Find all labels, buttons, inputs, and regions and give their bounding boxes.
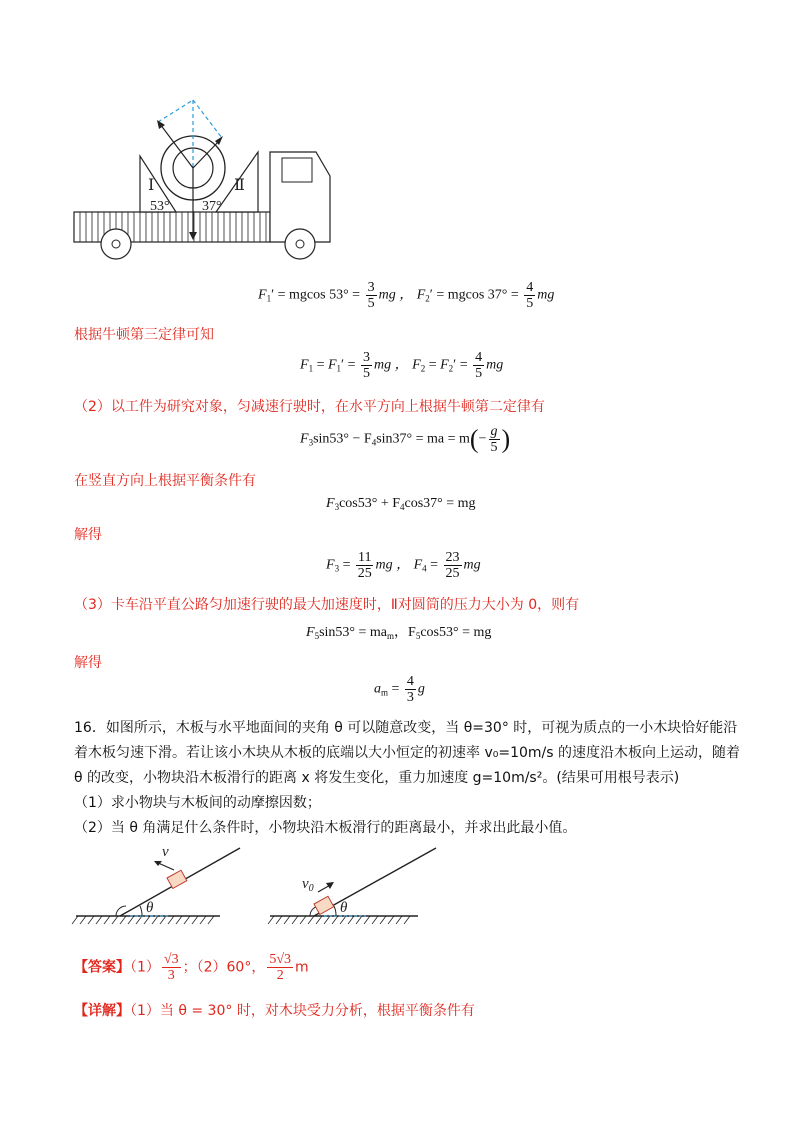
left-v: v — [162, 844, 169, 860]
label-I: Ⅰ — [148, 177, 155, 194]
q16-sub2: （2）当 θ 角满足什么条件时，小物块沿木板滑行的距离最小，并求出此最小值。 — [74, 820, 577, 836]
line-solve2: 解得 — [74, 655, 102, 671]
q16-line3: θ 的改变，小物块沿木板滑行的距离 x 将发生变化，重力加速度 g=10m/s²。(结果可用根号表示) — [74, 770, 680, 786]
cab-window — [282, 158, 312, 182]
line-part3: （3）卡车沿平直公路匀加速行驶的最大加速度时，Ⅱ对圆筒的压力大小为 0，则有 — [74, 597, 580, 613]
line-newton3: 根据牛顿第三定律可知 — [74, 327, 214, 343]
detail-line: 【详解】（1）当 θ = 30° 时，对木块受力分析，根据平衡条件有 — [74, 1003, 475, 1019]
incline-left — [72, 844, 240, 924]
line-solve1: 解得 — [74, 527, 102, 543]
angle-53: 53° — [150, 199, 170, 214]
block-right — [314, 896, 334, 914]
left-theta: θ — [146, 900, 154, 916]
answer-tag: 【答案】 — [74, 959, 130, 976]
angle-37: 37° — [202, 199, 222, 214]
equation-am: $a_m$ = $\frac{4}{3}$ g — [374, 674, 425, 705]
q16-line1: 16．如图所示，木板与水平地面间的夹角 θ 可以随意改变，当 θ=30° 时，可视为质点的一小木块恰好能沿 — [74, 720, 738, 736]
q16-sub1: （1）求小物块与木板间的动摩擦因数； — [74, 795, 321, 811]
right-v: $v_0$ — [302, 876, 314, 894]
truck-figure — [68, 96, 348, 268]
detail-tag: 【详解】 — [74, 1003, 130, 1019]
equation-f3-f4: $F_3$ = $\frac{11}{25}$ mg ， $F_4$ = $\frac{23}{25}$ mg — [326, 550, 481, 581]
answer-line: 【答案】（1） $\frac{√3}{3}$ ；（2）60°， $\frac{5√3}{2}$ m — [74, 952, 309, 983]
block-left — [167, 870, 187, 888]
q16-line2: 着木板匀速下滑。若让该小木块从木板的底端以大小恒定的初速率 v₀=10m/s 的速度沿木板向上运动，随着 — [74, 745, 740, 761]
equation-f1-f2: $F_1 = F_1'$ = $\frac{3}{5}$ mg ， $F_2 = F_2'$ = $\frac{4}{5}$ mg — [300, 350, 504, 381]
right-theta: θ — [340, 900, 348, 916]
equation-f1p-f2p: $F_1' = mgcos$ 53° = $\frac{3}{5}$ mg ， $F_2' = mgcos$ 37° = $\frac{4}{5}$ mg — [258, 280, 555, 311]
equation-max-accel: $F_5\sin 53^\circ = ma_m$，$F_5\cos 53^\circ$ = mg — [306, 625, 492, 641]
line-part2: （2）以工件为研究对象，匀减速行驶时，在水平方向上根据牛顿第二定律有 — [74, 399, 545, 415]
equation-vertical: $F_3\cos 53^\circ + F_4\cos 37^\circ$ = mg — [326, 496, 476, 512]
equation-horizontal: $F_3\sin 53^\circ - F_4\sin 37^\circ$ = ma = m(− $\frac{g}{5}$ ) — [300, 424, 511, 455]
label-II: Ⅱ — [234, 177, 245, 194]
line-vertical: 在竖直方向上根据平衡条件有 — [74, 473, 256, 489]
incline-figures — [70, 842, 450, 938]
incline-right — [268, 848, 436, 924]
question-16 — [74, 716, 744, 841]
